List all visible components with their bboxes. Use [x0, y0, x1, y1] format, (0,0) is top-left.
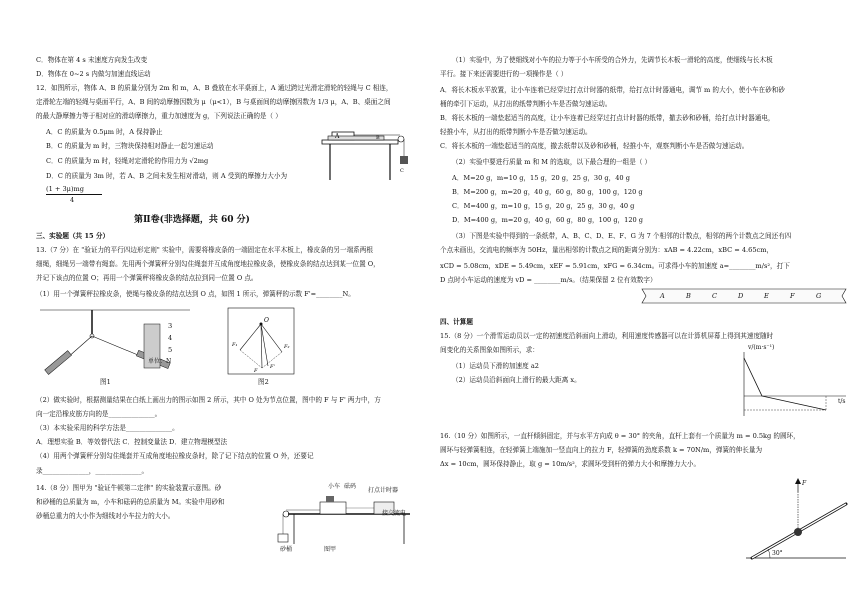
- fraction-bar: [46, 194, 102, 195]
- graph-v-axis-label: v/(m·s⁻¹): [748, 344, 775, 351]
- q14-sub3-line3: xCD = 5.08cm，xDE = 5.49cm，xEF = 5.91cm，xFG = 6.34cm。可求得小车的加速度 a=________m/s²，打下: [440, 262, 790, 270]
- label-sand-bucket: 砂桶: [280, 546, 293, 553]
- q14-sub2-a: A．M=20 g，m=10 g，15 g，20 g，25 g，30 g，40 g: [452, 174, 630, 182]
- svg-text:F₁: F₁: [232, 342, 238, 348]
- q13-stem-2: 细绳，细绳另一端带有绳套。先用两个弹簧秤分别勾住绳套并互成角度地拉橡皮条，使橡皮条的结点达到某一位置 O，: [36, 260, 380, 268]
- tape-point-a: A: [660, 292, 665, 300]
- svg-text:F: F: [254, 368, 258, 374]
- q13-sub4-line1: （4）用两个弹簧秤分别勾住绳套并互成角度地拉橡皮条时，除了记下结点的位置 O 外，还要记: [36, 452, 314, 460]
- section4-title: 四、计算题: [440, 318, 473, 326]
- q11-option-c: C．物体在第 4 s 末速度方向发生改变: [36, 56, 148, 64]
- graph-t-axis-label: t/s: [838, 398, 846, 405]
- q14-sub1-line1: （1）实验中，为了使细线对小车的拉力等于小车所受的合外力，先调节长木板一滑轮的高度，使细线与长木板: [452, 56, 773, 64]
- svg-text:A: A: [335, 133, 340, 140]
- unit-label: 单位：N: [148, 358, 172, 365]
- q16-stem-2: 圆环与轻弹簧相连，在轻弹簧上端施加一竖直向上的拉力 F，轻弹簧的劲度系数 k = 70N/m，弹簧的伸长量为: [440, 446, 763, 454]
- svg-text:C: C: [400, 168, 404, 174]
- q12-option-d: D．C 的质量为 3m 时，若 A、B 之间未发生相对滑动，则 A 受到的摩擦力大小为: [46, 172, 288, 180]
- svg-text:F₂: F₂: [284, 344, 290, 350]
- tape-point-c: C: [712, 292, 718, 300]
- q15-stem-2: 间变化的关系图象如图所示，求：: [440, 346, 539, 354]
- q14-option-a-2: 桶的牵引下运动，从打出的纸带判断小车是否做匀速运动。: [440, 100, 612, 108]
- q13-sub1: （1）用一个弹簧秤拉橡皮条，使绳与橡皮条的结点达到 O 点，如图 1 所示，弹簧秤的示数 F'=________N。: [36, 290, 355, 298]
- q12-fraction-denominator: 4: [70, 196, 75, 204]
- tape-point-f: F: [790, 292, 795, 300]
- q13-sub4-line2: 录______________，______________。: [36, 467, 149, 475]
- q16-stem-3: Δx = 10cm，圆环保持静止，取 g = 10m/s²，求圆环受到杆的弹力大小和摩擦力大小。: [440, 460, 701, 468]
- force-f-label: F: [802, 480, 807, 487]
- part2-title: 第Ⅱ卷(非选择题，共 60 分): [134, 215, 250, 225]
- q14-sub1-line2: 平行。接下来还需要进行的一项操作是（ ）: [440, 70, 568, 78]
- q12-fraction-numerator: (1 + 3μ)mg: [46, 185, 85, 193]
- q14-option-b-1: B．将长木板的一端垫起适当的高度，让小车连着已经穿过打点计时器的纸带，撤去砂和砂桶，给打点计时器通电，: [440, 114, 775, 122]
- q14-sub2-b: B．M=200 g，m=20 g，40 g，60 g，80 g，100 g，120 g: [452, 188, 643, 196]
- q14-stem-1: 14.（8 分）图甲为 "验证牛顿第二定律" 的实验装置示意图。砂: [36, 484, 222, 492]
- q12-stem-1: 12．如图所示，物体 A、B 的质量分别为 2m 和 m，A、B 叠放在水平桌面上，A 通过跨过光滑定滑轮的轻绳与 C 相连，: [36, 84, 393, 92]
- section3-title: 三、实验题（共 15 分）: [36, 232, 110, 240]
- q13-stem-1: 13.（7 分）在 "验证力的平行四边形定则" 实验中，需要将橡皮条的一端固定在水平木板上，橡皮条的另一端系两根: [36, 246, 373, 254]
- q14-option-b-2: 轻推小车，从打出的纸带判断小车是否做匀速运动。: [440, 128, 592, 136]
- q14-option-c: C．将长木板的一端垫起适当的高度，撤去纸带以及砂和砂桶，轻推小车，观察判断小车是否做匀速运动。: [440, 142, 749, 150]
- q14-stem-3: 砂桶总重力的大小作为细线对小车拉力的大小。: [36, 512, 175, 520]
- q13-sub3: （3）本实验采用的科学方法是______________。: [36, 424, 179, 432]
- q13-sub3-options: A．理想实验 B．等效替代法 C．控制变量法 D．建立物理模型法: [36, 438, 228, 446]
- tape-point-e: E: [764, 292, 769, 300]
- scale-mark-5: 5: [168, 346, 173, 354]
- q12-option-b: B．C 的质量为 m 时，三物块保持相对静止一起匀速运动: [46, 142, 214, 150]
- q13-sub2-line1: （2）做实验时，根据测量结果在白纸上画出力的图示如图 2 所示，其中 O 处为节点位置，图中的 F 与 F' 两力中，方: [36, 396, 381, 404]
- q14-sub3-line1: （3）下图是实验中得到的一条纸带，A、B、C、D、E、F、G 为 7 个相邻的计数点，相邻的两个计数点之间还有四: [452, 232, 792, 240]
- q12-pulley-figure: [320, 122, 412, 184]
- q14-sub2-c: C．M=400 g，m=10 g，15 g，20 g，25 g，30 g，40 g: [452, 202, 635, 210]
- fig1-caption: 图1: [100, 378, 111, 386]
- q13-figure-2: [226, 306, 296, 376]
- label-timer: 打点计时器: [368, 487, 399, 494]
- tape-point-b: B: [686, 292, 691, 300]
- svg-text:O: O: [264, 317, 269, 324]
- q12-option-c: C．C 的质量为 m 时，轻绳对定滑轮的作用力为 √2mg: [46, 157, 209, 165]
- q15-sub1: （1）运动员下滑的加速度 a2: [452, 362, 539, 370]
- angle-label: 30°: [772, 550, 783, 557]
- q14-stem-2: 和砂桶的总质量为 m，小车和砝码的总质量为 M。实验中用砂和: [36, 498, 225, 506]
- label-car: 小车: [328, 483, 341, 490]
- q14-sub3-line2: 个点未画出，交流电的频率为 50Hz，量出相邻的计数点之间的距离分别为：xAB = 4.22cm，xBC = 4.65cm，: [440, 246, 774, 254]
- q12-stem-3: 的最大静摩擦力等于相对应的滑动摩擦力，重力加速度为 g，下列说法正确的是（ ）: [36, 112, 282, 120]
- q13-sub2-line2: 向一定沿橡皮筋方向的是______________。: [36, 410, 162, 418]
- q12-stem-2: 定滑轮左端的轻绳与桌面平行，A、B 间的动摩擦因数为 μ（μ<1），B 与桌面间的动摩擦因数为 1/3 μ，A、B、桌面之间: [36, 98, 391, 106]
- tape-point-g: G: [816, 292, 822, 300]
- q14-sub3-line4: D 点时小车运动的速度为 vD = ________m/s。（结果保留 2 位有效数字）: [440, 276, 657, 284]
- q16-stem-1: 16.（10 分）如图所示，一直杆倾斜固定，并与水平方向成 θ = 30° 的夹角，直杆上套有一个质量为 m = 0.5kg 的圆环，: [440, 432, 800, 440]
- label-weight: 砝码: [344, 483, 357, 490]
- label-fig-jia: 图甲: [324, 546, 337, 553]
- fig2-caption: 图2: [258, 378, 269, 386]
- scale-mark-4: 4: [168, 334, 173, 342]
- q16-inclined-rod-figure: [742, 478, 852, 564]
- label-ac: 接交流电: [382, 510, 407, 517]
- tape-point-d: D: [738, 292, 744, 300]
- velocity-time-graph: [730, 346, 850, 420]
- scale-mark-3: 3: [168, 322, 173, 330]
- q14-sub2: （2）实验中要进行质量 m 和 M 的选取，以下最合理的一组是（ ）: [452, 158, 652, 166]
- q12-option-a: A．C 的质量为 0.5μm 时，A 保持静止: [46, 128, 163, 136]
- q14-option-a-1: A．将长木板水平放置，让小车连着已经穿过打点计时器的纸带，给打点计时器通电，调节 m 的大小，使小车在砂和砂: [440, 86, 785, 94]
- q15-stem-1: 15.（8 分）一个滑雪运动员以一定的初速度沿斜面向上滑动，利用速度传感器可以在计算机屏幕上得到其速度随时: [440, 332, 774, 340]
- svg-text:B: B: [376, 135, 380, 141]
- svg-text:F': F': [270, 364, 275, 370]
- q15-sub2: （2）运动员沿斜面向上滑行的最大距离 x。: [452, 376, 581, 384]
- q13-stem-3: 并记下该点的位置 O；再用一个弹簧秤将橡皮条的结点拉到同一位置 O 点。: [36, 274, 258, 282]
- q11-option-d: D．物体在 0~2 s 内做匀加速直线运动: [36, 70, 151, 78]
- q14-sub2-d: D．M=400 g，m=20 g，40 g，60 g，80 g，100 g，120 g: [452, 216, 644, 224]
